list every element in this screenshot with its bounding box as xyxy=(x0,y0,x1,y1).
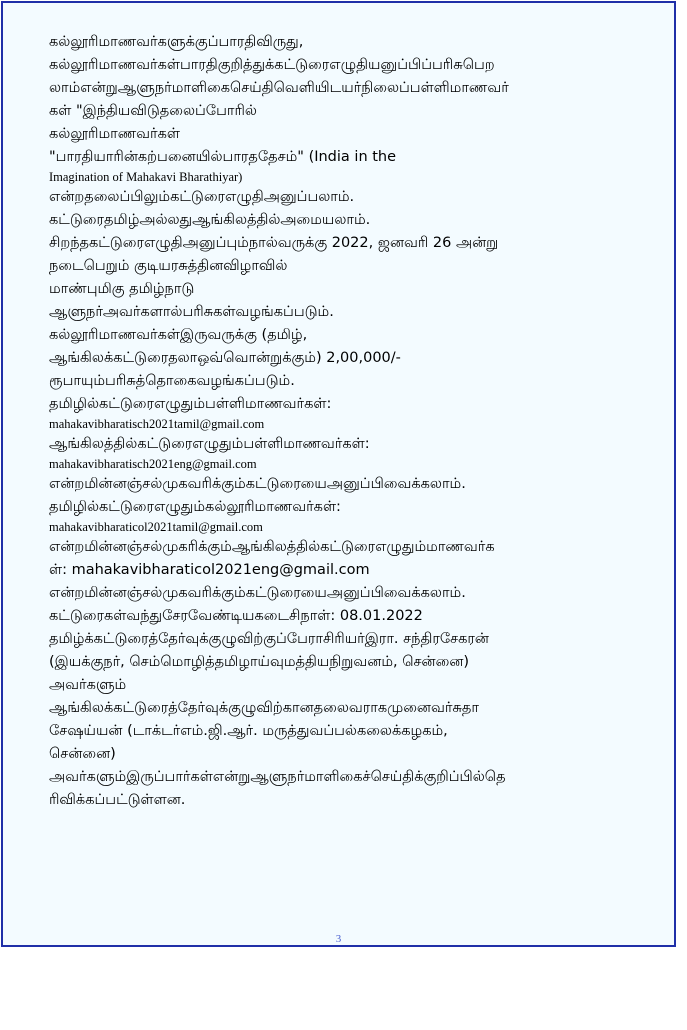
text-line: ஆங்கிலக்கட்டுரைத்தேர்வுக்குழுவிற்கானதலைவராகமுனைவர்சுதா xyxy=(49,700,479,716)
text-line: தமிழில்கட்டுரைஎழுதும்பள்ளிமாணவர்கள்: xyxy=(49,396,332,412)
text-line: அவர்களும் xyxy=(49,677,127,693)
text-line: ரூபாயும்பரிசுத்தொகைவழங்கப்படும். xyxy=(49,373,295,389)
text-line: லாம்என்றுஆளுநர்மாளிகைசெய்திவெளியிடயர்நிலைப்பள்ளிமாணவர் xyxy=(49,80,509,96)
text-line: (இயக்குநர், செம்மொழித்தமிழாய்வுமத்தியநிறுவனம், சென்னை) xyxy=(49,654,470,670)
text-line: ஆளுநர்அவர்களால்பரிசுகள்வழங்கப்படும். xyxy=(49,304,334,320)
text-line: Imagination of Mahakavi Bharathiyar) xyxy=(49,170,243,184)
text-line: கட்டுரைகள்வந்துசேரவேண்டியகடைசிநாள்: 08.01.2022 xyxy=(49,608,423,624)
text-line: கல்லூரிமாணவர்களுக்குப்பாரதிவிருது, xyxy=(49,34,304,50)
text-line: என்றதலைப்பிலும்கட்டுரைஎழுதிஅனுப்பலாம். xyxy=(49,189,355,205)
text-line: என்றமின்னஞ்சல்முகவரிக்கும்கட்டுரையைஅனுப்பிவைக்கலாம். xyxy=(49,476,466,492)
document-body xyxy=(49,31,659,812)
text-line: mahakavibharatisch2021eng@gmail.com xyxy=(49,457,257,471)
text-line: மாண்புமிகு தமிழ்நாடு xyxy=(49,281,195,297)
text-line: கட்டுரைதமிழ்அல்லதுஆங்கிலத்தில்அமையலாம். xyxy=(49,212,371,228)
text-line: ஆங்கிலத்தில்கட்டுரைஎழுதும்பள்ளிமாணவர்கள்: xyxy=(49,436,370,452)
text-line: தமிழ்க்கட்டுரைத்தேர்வுக்குழுவிற்குப்பேராசிரியர்இரா. சந்திரசேகரன் xyxy=(49,631,489,647)
text-line: சிறந்தகட்டுரைஎழுதிஅனுப்பும்நால்வருக்கு 2022, ஜனவரி 26 அன்று xyxy=(49,235,499,251)
text-line: நடைபெறும் குடியரசுத்தினவிழாவில் xyxy=(49,258,288,274)
text-line: ஆங்கிலக்கட்டுரைதலாஒவ்வொன்றுக்கும்) 2,00,000/- xyxy=(49,350,401,366)
text-line: ரிவிக்கப்பட்டுள்ளன. xyxy=(49,792,186,808)
text-line: என்றமின்னஞ்சல்முகரிக்கும்ஆங்கிலத்தில்கட்டுரைஎழுதும்மாணவர்க xyxy=(49,539,495,555)
text-line: ள்: mahakavibharaticol2021eng@gmail.com xyxy=(49,562,370,578)
text-line: கல்லூரிமாணவர்கள்இருவருக்கு (தமிழ், xyxy=(49,327,308,343)
page-number: 3 xyxy=(335,933,342,945)
document-page xyxy=(1,1,676,947)
text-line: mahakavibharaticol2021tamil@gmail.com xyxy=(49,520,263,534)
text-line: கல்லூரிமாணவர்கள்பாரதிகுறித்துக்கட்டுரைஎழுதியனுப்பிப்பரிசுபெற xyxy=(49,57,495,73)
text-line: சேஷய்யன் (டாக்டர்எம்.ஜி.ஆர். மருத்துவப்பல்கலைக்கழகம், xyxy=(49,723,448,739)
text-line: mahakavibharatisch2021tamil@gmail.com xyxy=(49,417,265,431)
text-line: தமிழில்கட்டுரைஎழுதும்கல்லூரிமாணவர்கள்: xyxy=(49,499,341,515)
text-line: சென்னை) xyxy=(49,746,116,762)
text-line: அவர்களும்இருப்பார்கள்என்றுஆளுநர்மாளிகைச்செய்திக்குறிப்பில்தெ xyxy=(49,769,506,785)
text-line: "பாரதியாரின்கற்பனையில்பாரததேசம்" (India in the xyxy=(49,149,397,165)
text-line: கள் "இந்தியவிடுதலைப்போரில் xyxy=(49,103,257,119)
text-line: என்றமின்னஞ்சல்முகவரிக்கும்கட்டுரையைஅனுப்பிவைக்கலாம். xyxy=(49,585,466,601)
text-line: கல்லூரிமாணவர்கள் xyxy=(49,126,180,142)
